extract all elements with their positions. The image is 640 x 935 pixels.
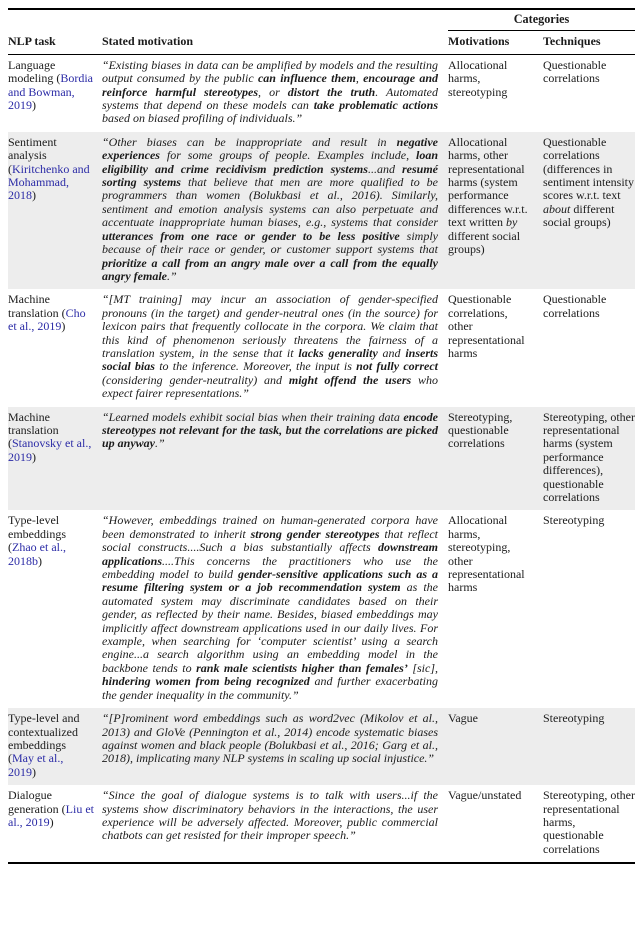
- task-cell: [8, 132, 102, 289]
- task-label: [8, 293, 94, 333]
- text-segment: Vague: [448, 711, 478, 726]
- text-segment: ...and: [367, 161, 402, 176]
- text-segment: ): [61, 319, 66, 334]
- motivation-cell: [102, 132, 448, 289]
- motivations-cell: [448, 54, 543, 132]
- task-cell: [8, 407, 102, 511]
- text-segment: Stereotyping, other representational harms, questionable correlations: [543, 788, 635, 856]
- text-segment: hindering women from being recognized: [102, 674, 310, 689]
- text-segment: different social groups): [448, 228, 521, 257]
- text-segment: encode stereotypes not relevant for the task, but the correlations are picked up anyway: [102, 409, 438, 451]
- text-segment: “Since the goal of dialogue systems is to talk with users...if the systems show discriminatory behaviors in the interactions, the user experience will be adversely affected. Moreover, public commercial chatbots can get resisted for their improper speech.”: [102, 788, 438, 843]
- techniques-cell: [543, 289, 635, 406]
- text-segment: “Existing biases in data can be amplified by models and the resulting output consumed by the public: [102, 57, 438, 86]
- text-segment: Questionable correlations: [543, 292, 607, 320]
- text-segment: Allocational harms, stereotyping: [448, 57, 508, 99]
- citation-link[interactable]: Bordia and Bowman, 2019: [8, 71, 93, 113]
- text-segment: not fully correct: [356, 359, 438, 374]
- text-segment: . Automated systems that depend on these models can: [102, 84, 439, 113]
- motivation-cell: [102, 407, 448, 511]
- text-segment: rank male scientists higher than females’: [196, 660, 408, 675]
- table-row-type-level-embeddings: [8, 510, 635, 708]
- motivations-cell: [448, 289, 543, 406]
- text-segment: Stereotyping, questionable correlations: [448, 409, 513, 451]
- text-segment: [sic],: [407, 660, 438, 675]
- text-segment: as the automated system may discriminate candidates based on their gender, as reflected by their name. Besides, biased embeddings may implicitly affect downstream applications used in our daily lives. For example, when searching for ‘computer scientist’ using a search engine...a search algorithm using an embedding model in the backbone tends to: [102, 580, 438, 675]
- task-label: [8, 514, 94, 568]
- citation-link[interactable]: May et al., 2019: [8, 751, 64, 779]
- motivation-cell: [102, 54, 448, 132]
- col-header-stated-motivation: Stated motivation: [102, 31, 448, 54]
- text-segment: gender-sensitive applications such as a resume filtering system or a job recommendation system: [102, 567, 438, 595]
- citation-link[interactable]: Stanovsky et al., 2019: [8, 436, 92, 464]
- motivations-techniques-table: [8, 8, 635, 864]
- text-segment: Type-level embeddings: [8, 513, 66, 541]
- text-segment: Questionable correlations, other representational harms: [448, 292, 525, 360]
- text-segment: .”: [155, 436, 165, 451]
- text-segment: who expect fairer representations.”: [102, 372, 438, 401]
- text-segment: “Learned models exhibit social bias when their training data: [102, 409, 404, 424]
- task-label: [8, 789, 94, 829]
- text-segment: that reflect social constructs....Such a bias substantially affects: [102, 526, 439, 555]
- text-segment: “[MT training] may incur an association of gender-specified pronouns (in the target) and gender-neutral ones (in the source) for lexicon pairs that frequently collocate in the corpora. We claim that this kind of phenomenon seriously threatens the fairness of a translation system, in the sense that it: [102, 292, 438, 360]
- table-body: [8, 54, 635, 863]
- text-segment: loan eligibility and crime recidivism prediction systems: [102, 148, 438, 176]
- text-segment: prioritize a call from an angry male over a call from the equally angry female: [102, 255, 438, 283]
- text-segment: Sentiment analysis: [8, 134, 57, 163]
- task-cell: [8, 510, 102, 708]
- text-segment: strong gender stereotypes: [250, 526, 380, 541]
- text-segment: for some groups of people. Examples include,: [159, 148, 416, 163]
- motivations-cell: [448, 785, 543, 863]
- task-label: [8, 411, 94, 465]
- text-segment: about: [543, 201, 571, 216]
- task-label: [8, 59, 94, 113]
- table-row-machine-translation-stanovsky: [8, 407, 635, 511]
- text-segment: by: [505, 215, 518, 230]
- task-label: [8, 136, 94, 203]
- motivation-cell: [102, 785, 448, 863]
- text-segment: negative experiences: [102, 134, 438, 163]
- text-segment: to the inference. Moreover, the input is: [154, 359, 357, 374]
- text-segment: Dialogue generation: [8, 788, 62, 816]
- text-segment: (: [61, 305, 66, 320]
- text-segment: Stereotyping, other representational harms (system performance differences), questionable correlations: [543, 409, 635, 504]
- text-segment: downstream applications: [102, 540, 438, 568]
- text-segment: “However, embeddings trained on human-generated corpora have been demonstrated to inherit: [102, 513, 438, 541]
- text-segment: resumé sorting systems: [102, 161, 438, 190]
- text-segment: different social groups): [543, 201, 615, 230]
- citation-link[interactable]: Liu et al., 2019: [8, 801, 94, 829]
- text-segment: encourage and reinforce harmful stereotypes: [102, 71, 439, 99]
- motivation-quote: [102, 789, 438, 843]
- text-segment: inserts social bias: [102, 345, 438, 374]
- citation-link[interactable]: Cho et al., 2019: [8, 305, 86, 334]
- col-header-nlp-task: NLP task: [8, 31, 102, 54]
- text-segment: that believe that men are more qualified to be programmers than women (Bolukbasi et al., 2016). Similarly, sentiment and emotion analysis systems can also perpetuate and accentuate inappropriate human biases, e.g., systems that consider: [102, 175, 439, 230]
- text-segment: Stereotyping: [543, 711, 605, 726]
- techniques-cell: [543, 407, 635, 511]
- motivation-cell: [102, 708, 448, 785]
- motivation-quote: [102, 59, 438, 126]
- text-segment: (: [8, 751, 12, 766]
- motivation-quote: [102, 293, 438, 400]
- text-segment: ): [32, 764, 36, 779]
- col-header-motivations: Motivations: [448, 31, 543, 54]
- text-segment: Machine translation: [8, 409, 59, 437]
- text-segment: might offend the users: [288, 372, 412, 387]
- text-segment: lacks generality: [298, 345, 378, 360]
- text-segment: utterances from one race or gender to be less positive: [102, 228, 400, 243]
- motivations-cell: [448, 708, 543, 785]
- motivation-cell: [102, 510, 448, 708]
- task-cell: [8, 54, 102, 132]
- table-header: [8, 9, 635, 54]
- task-cell: [8, 289, 102, 406]
- col-header-techniques: Techniques: [543, 31, 635, 54]
- text-segment: (considering gender-neutrality) and: [102, 372, 289, 387]
- task-label: [8, 712, 94, 779]
- text-segment: take problematic actions: [313, 98, 438, 113]
- motivations-cell: [448, 132, 543, 289]
- text-segment: ,: [355, 71, 364, 86]
- text-segment: based on biased profiling of individuals.”: [102, 111, 303, 126]
- table-row-machine-translation-cho: [8, 289, 635, 406]
- header-spacer: [8, 9, 448, 31]
- text-segment: (: [8, 540, 12, 555]
- text-segment: can influence them: [257, 71, 356, 86]
- techniques-cell: [543, 54, 635, 132]
- text-segment: (: [56, 71, 61, 86]
- text-segment: ): [32, 449, 36, 464]
- techniques-cell: [543, 708, 635, 785]
- column-header-row: [8, 31, 635, 54]
- techniques-cell: [543, 132, 635, 289]
- citation-link[interactable]: Kiritchenko and Mohammad, 2018: [8, 161, 90, 203]
- categories-header-label: Categories: [448, 9, 635, 31]
- table-row-sentiment-analysis: [8, 132, 635, 289]
- text-segment: simply because of their race or gender, or customer support systems that: [102, 228, 438, 257]
- text-segment: Allocational harms, stereotyping, other representational harms: [448, 513, 525, 595]
- motivations-cell: [448, 407, 543, 511]
- text-segment: ): [49, 814, 54, 829]
- text-segment: (: [61, 801, 66, 816]
- text-segment: and: [377, 345, 406, 360]
- text-segment: “[P]rominent word embeddings such as word2vec (Mikolov et al., 2013) and GloVe (Pennington et al., 2014) encode systematic biases against women and black people (Bolukbasi et al., 2016; Garg et al., 2018), implicating many NLP systems in scaling up social injustice.”: [102, 711, 438, 766]
- text-segment: ....This concerns the practitioners who use the embedding model to build: [102, 553, 438, 582]
- motivations-cell: [448, 510, 543, 708]
- techniques-cell: [543, 510, 635, 708]
- text-segment: Machine translation: [8, 292, 62, 320]
- techniques-cell: [543, 785, 635, 863]
- categories-header-row: [8, 9, 635, 31]
- text-segment: ): [32, 188, 36, 203]
- text-segment: Type-level and contextualized embeddings: [8, 711, 80, 752]
- text-segment: Questionable correlations (differences in sentiment intensity scores w.r.t. text: [543, 134, 634, 203]
- text-segment: Stereotyping: [543, 513, 605, 528]
- text-segment: “Other biases can be inappropriate and result in: [102, 134, 397, 149]
- table-row-contextualized-embeddings: [8, 708, 635, 785]
- text-segment: and further exacerbating the gender inequality in the community.”: [102, 674, 438, 702]
- table-row-dialogue-generation: [8, 785, 635, 863]
- text-segment: Allocational harms, other representational harms (system performance differences w.r.t. text written: [448, 134, 528, 230]
- citation-link[interactable]: Zhao et al., 2018b: [8, 540, 66, 568]
- text-segment: distort the truth: [287, 84, 376, 99]
- motivation-quote: [102, 411, 438, 451]
- text-segment: ): [32, 98, 36, 113]
- task-cell: [8, 785, 102, 863]
- text-segment: Vague/unstated: [448, 788, 522, 803]
- text-segment: , or: [258, 84, 288, 99]
- motivation-cell: [102, 289, 448, 406]
- motivation-quote: [102, 514, 438, 702]
- task-cell: [8, 708, 102, 785]
- text-segment: Language modeling: [8, 57, 57, 86]
- motivation-quote: [102, 712, 438, 766]
- text-segment: Questionable correlations: [543, 57, 607, 86]
- text-segment: ): [38, 553, 42, 568]
- motivation-quote: [102, 136, 438, 283]
- text-segment: (: [8, 436, 12, 451]
- text-segment: (: [8, 161, 12, 176]
- text-segment: .”: [167, 268, 177, 283]
- table-row-language-modeling: [8, 54, 635, 132]
